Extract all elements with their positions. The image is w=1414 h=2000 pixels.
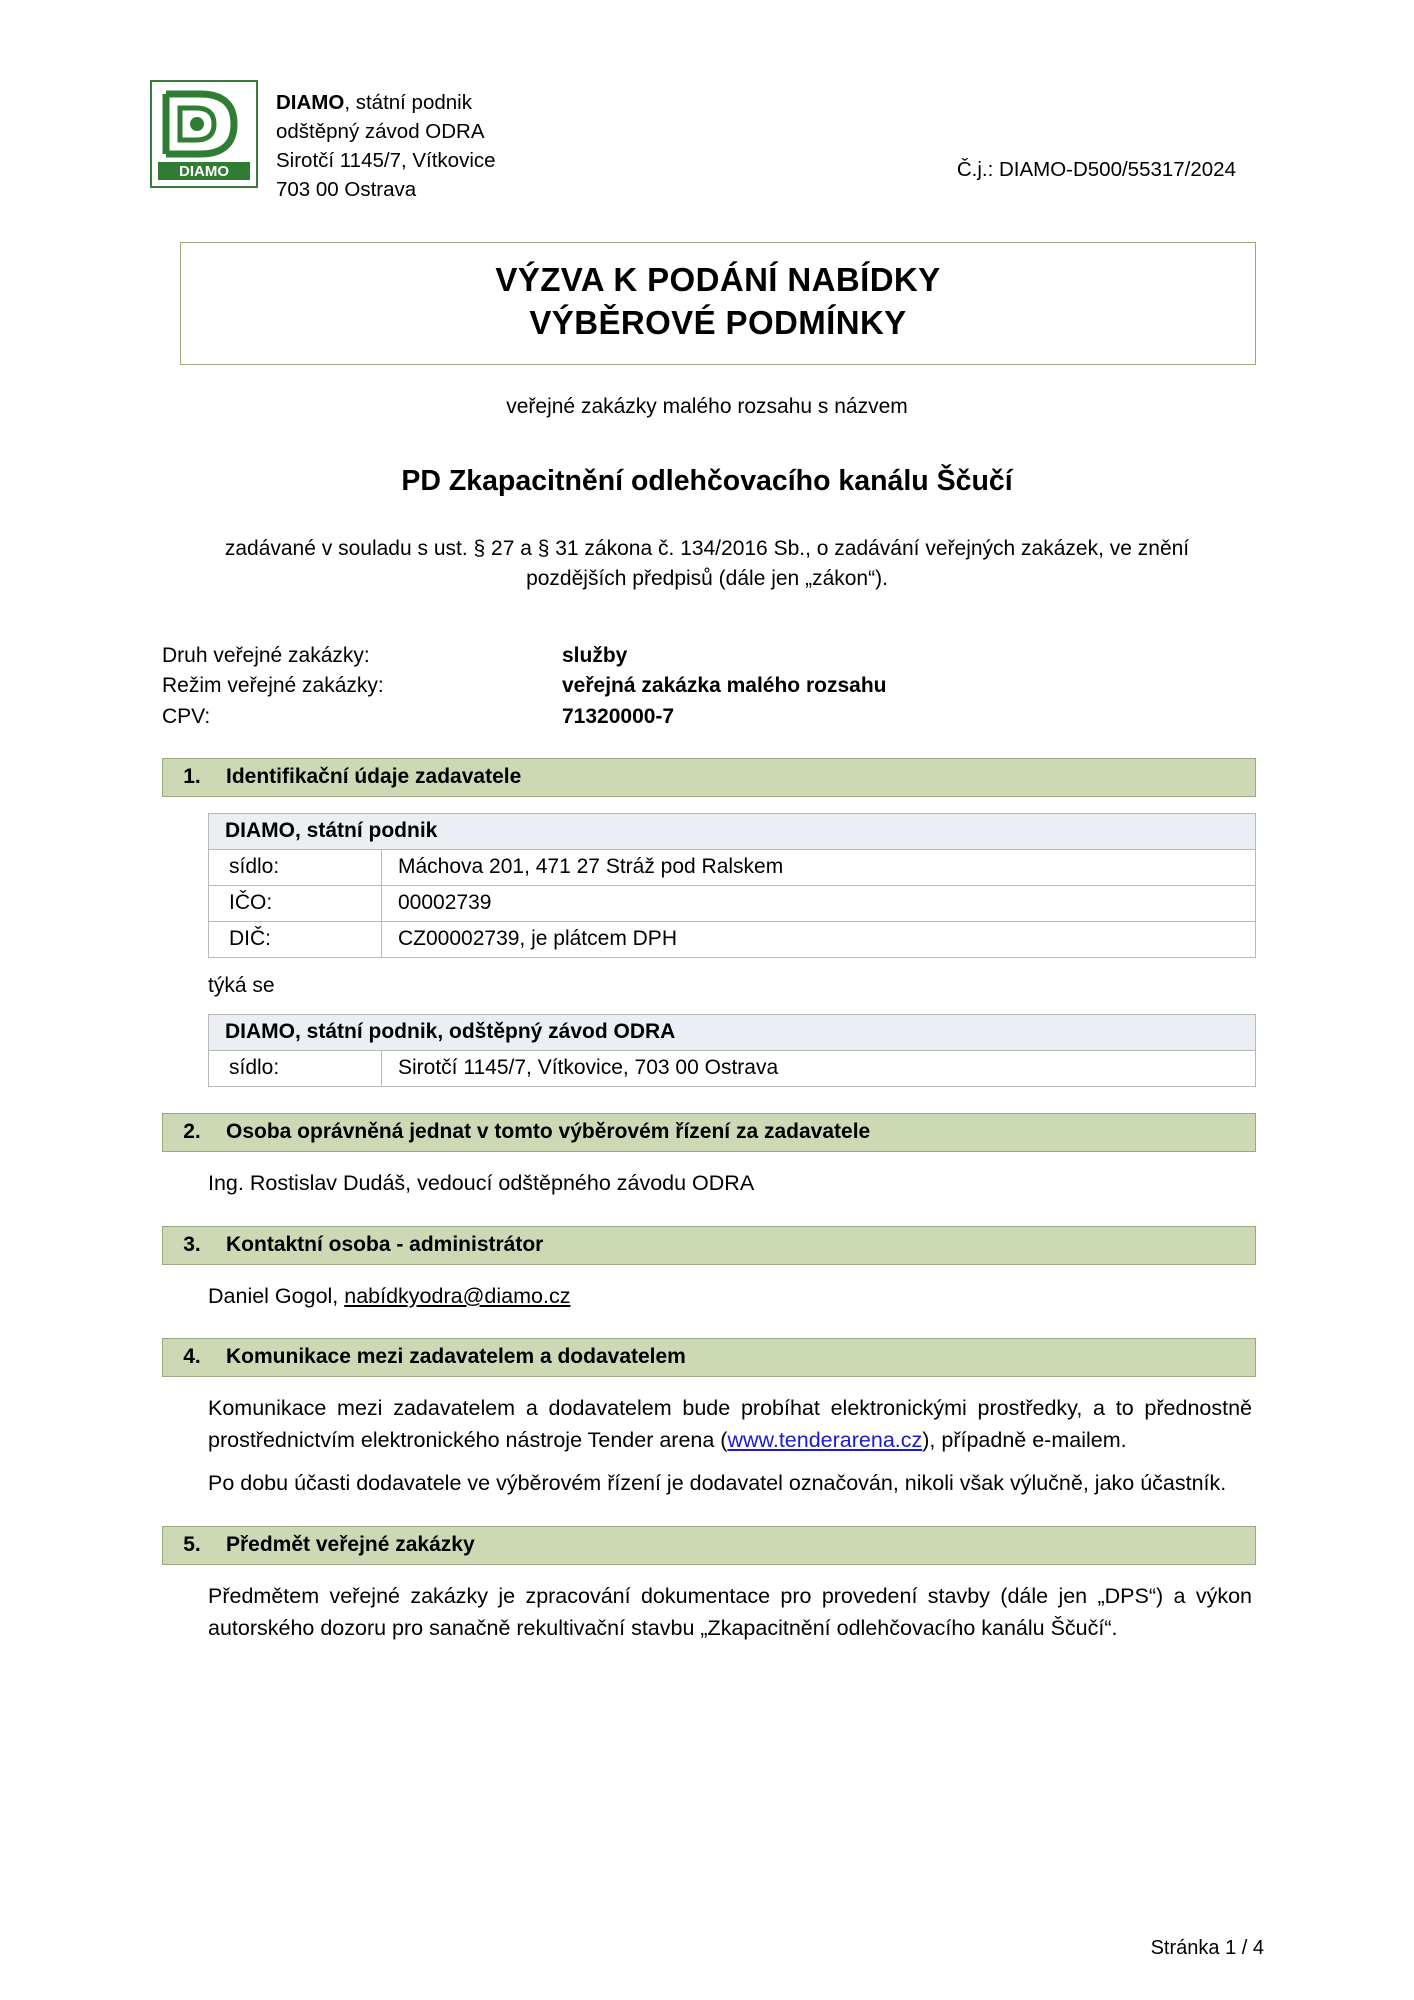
- table-header-cell: DIAMO, státní podnik, odštěpný závod ODRA: [209, 1015, 1256, 1051]
- section-title: Osoba oprávněná jednat v tomto výběrovém řízení za zadavatele: [226, 1120, 871, 1144]
- table-cell-value: Máchova 201, 471 27 Stráž pod Ralskem: [382, 850, 1256, 886]
- section-title: Předmět veřejné zakázky: [226, 1533, 475, 1557]
- table-cell-key: DIČ:: [209, 922, 382, 958]
- meta-row: [162, 641, 1264, 671]
- section-heading-2: [162, 1113, 1256, 1152]
- table-cell-key: IČO:: [209, 886, 382, 922]
- contact-email-link[interactable]: nabídkyodra@diamo.cz: [344, 1283, 571, 1308]
- meta-row: [162, 671, 1264, 701]
- reference-number: Č.j.: DIAMO-D500/55317/2024: [956, 158, 1236, 181]
- section-number: 5.: [183, 1533, 201, 1557]
- section-number: 2.: [183, 1120, 201, 1144]
- communication-paragraph-1: [208, 1393, 1252, 1456]
- table-cell-value: CZ00002739, je plátcem DPH: [382, 922, 1256, 958]
- communication-paragraph-2: Po dobu účasti dodavatele ve výběrovém řízení je dodavatel označován, nikoli však výlučně, jako účastník.: [208, 1471, 1227, 1496]
- branch-table: [208, 1014, 1256, 1087]
- document-header: [150, 80, 1264, 204]
- subtitle: veřejné zakázky malého rozsahu s názvem: [506, 394, 908, 418]
- header-left: [150, 80, 496, 204]
- table-cell-key: sídlo:: [209, 850, 382, 886]
- subject-paragraph: Předmětem veřejné zakázky je zpracování dokumentace pro provedení stavby (dále jen „DPS“) a výkon autorského dozoru pro sanačně rekultivační stavbu „Zkapacitnění odlehčovacího kanálu Ščučí“.: [208, 1584, 1252, 1640]
- section-heading-4: [162, 1338, 1256, 1377]
- meta-value: 71320000-7: [562, 704, 675, 728]
- communication-text-after: ), případně e-mailem.: [922, 1427, 1127, 1452]
- section-number: 4.: [183, 1345, 201, 1369]
- org-line-3: Sirotčí 1145/7, Vítkovice: [276, 149, 496, 173]
- org-line-4: 703 00 Ostrava: [276, 178, 417, 202]
- tender-meta: [162, 641, 1264, 732]
- page-number: Stránka 1 / 4: [1150, 1937, 1264, 1959]
- table-header-cell: DIAMO, státní podnik: [209, 814, 1256, 850]
- tender-name: PD Zkapacitnění odlehčovacího kanálu Ščučí: [401, 464, 1013, 497]
- table-cell-value: 00002739: [382, 886, 1256, 922]
- meta-label: Druh veřejné zakázky:: [162, 643, 370, 667]
- table-row: [209, 922, 1256, 958]
- organization-address: [276, 80, 496, 204]
- table-row: [209, 850, 1256, 886]
- org-line-1: [276, 88, 496, 117]
- diamo-logo: [150, 80, 258, 188]
- section-number: 3.: [183, 1232, 201, 1256]
- section-title: Komunikace mezi zadavatelem a dodavatelem: [226, 1345, 686, 1369]
- org-name-suffix: , státní podnik: [344, 91, 472, 114]
- section-heading-5: [162, 1526, 1256, 1565]
- contracting-authority-table: [208, 813, 1256, 958]
- meta-value: veřejná zakázka malého rozsahu: [562, 674, 887, 698]
- meta-value: služby: [562, 643, 628, 667]
- title-line-1: VÝZVA K PODÁNÍ NABÍDKY: [495, 261, 941, 299]
- contact-person-name: Daniel Gogol,: [208, 1283, 345, 1308]
- section-heading-1: [162, 758, 1256, 797]
- tenderarena-link[interactable]: www.tenderarena.cz: [727, 1427, 923, 1452]
- meta-row: [162, 702, 1264, 732]
- table-cell-key: sídlo:: [209, 1051, 382, 1087]
- meta-label: Režim veřejné zakázky:: [162, 674, 384, 698]
- title-box: [180, 242, 1256, 364]
- table-row: [209, 814, 1256, 850]
- svg-text:DIAMO: DIAMO: [179, 163, 229, 180]
- legal-basis-text: zadávané v souladu s ust. § 27 a § 31 zákona č. 134/2016 Sb., o zadávání veřejných zakázek, ve znění pozdějších předpisů (dále jen „zákon“).: [224, 536, 1190, 591]
- title-line-2: VÝBĚROVÉ PODMÍNKY: [529, 303, 907, 341]
- table-row: [209, 886, 1256, 922]
- communication-text-before: Komunikace mezi zadavatelem a dodavatelem bude probíhat elektronickými prostředky, a to přednostně prostřednictvím elektronického nástroje Tender arena (: [208, 1396, 1252, 1452]
- org-line-2: odštěpný závod ODRA: [276, 120, 485, 144]
- section-number: 1.: [183, 765, 201, 789]
- relates-to-label: týká se: [208, 974, 275, 998]
- section-title: Identifikační údaje zadavatele: [226, 765, 522, 789]
- section-heading-3: [162, 1226, 1256, 1265]
- meta-label: CPV:: [162, 704, 211, 728]
- table-row: [209, 1051, 1256, 1087]
- table-row: [209, 1015, 1256, 1051]
- section-title: Kontaktní osoba - administrátor: [226, 1232, 544, 1256]
- authorized-person-text: Ing. Rostislav Dudáš, vedoucí odštěpného závodu ODRA: [208, 1171, 755, 1196]
- table-cell-value: Sirotčí 1145/7, Vítkovice, 703 00 Ostrava: [382, 1051, 1256, 1087]
- contact-person-text: [208, 1281, 1252, 1313]
- org-name: DIAMO: [276, 91, 345, 114]
